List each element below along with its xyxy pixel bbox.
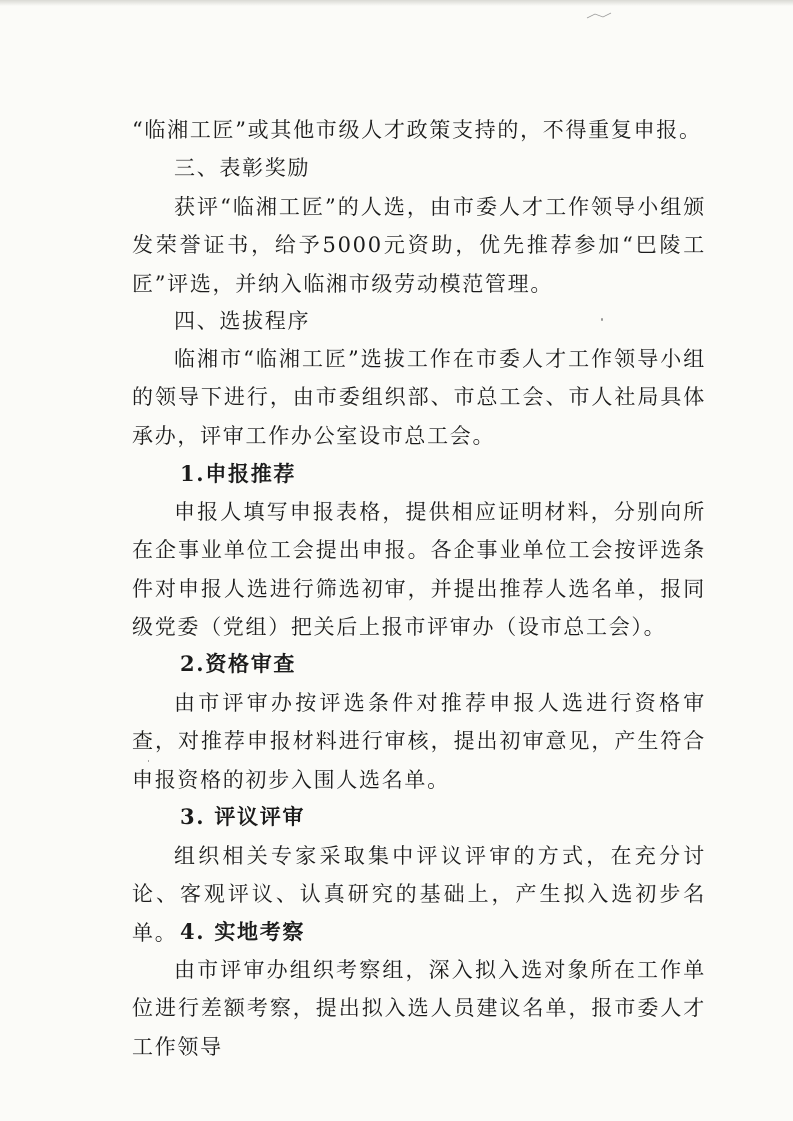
scan-edge-shadow — [0, 0, 793, 6]
paragraph-qualification: 由市评审办按评选条件对推荐申报人选进行资格审查，对推荐申报材料进行审核，提出初审意见，产生符合申报资格的初步入围人选名单。 — [132, 691, 706, 792]
scan-speck — [601, 318, 603, 321]
section-heading-procedure: 四、选拔程序 — [174, 309, 311, 333]
section-heading-awards: 三、表彰奖励 — [174, 156, 311, 180]
paragraph-application: 申报人填写申报表格，提供相应证明材料，分别向所在企事业单位工会提出申报。各企事业单位工会按评选条件对申报人选进行筛选初审，并提出推荐人选名单，报同级党委（党组）把关后上报市评审办（设市总工会）。 — [132, 500, 706, 640]
scan-speck — [148, 760, 149, 762]
paragraph-awards: 获评“临湘工匠”的人选，由市委人才工作领导小组颁发荣誉证书，给予5000元资助，优先推荐参加“巴陵工匠”评选，并纳入临湘市级劳动模范管理。 — [132, 195, 706, 296]
subheading-qualification: 2.资格审查 — [180, 651, 297, 676]
paragraph-review: 组织相关专家采取集中评议评审的方式，在充分讨论、客观评议、认真研究的基础上，产生拟入选初步名单。 — [132, 844, 706, 945]
subheading-application: 1.申报推荐 — [180, 461, 297, 486]
paragraph-procedure: 临湘市“临湘工匠”选拔工作在市委人才工作领导小组的领导下进行，由市委组织部、市总工会、市人社局具体承办，评审工作办公室设市总工会。 — [132, 347, 706, 448]
paragraph-continuation: “临湘工匠”或其他市级人才政策支持的，不得重复申报。 — [132, 118, 702, 142]
subheading-review: 3. 评议评审 — [180, 804, 306, 829]
paragraph-inspection: 由市评审办组织考察组，深入拟入选对象所在工作单位进行差额考察，提出拟入选人员建议名单，报市委人才工作领导 — [132, 958, 706, 1059]
subheading-inspection: 4. 实地考察 — [180, 919, 306, 944]
scan-corner-mark — [585, 10, 615, 22]
